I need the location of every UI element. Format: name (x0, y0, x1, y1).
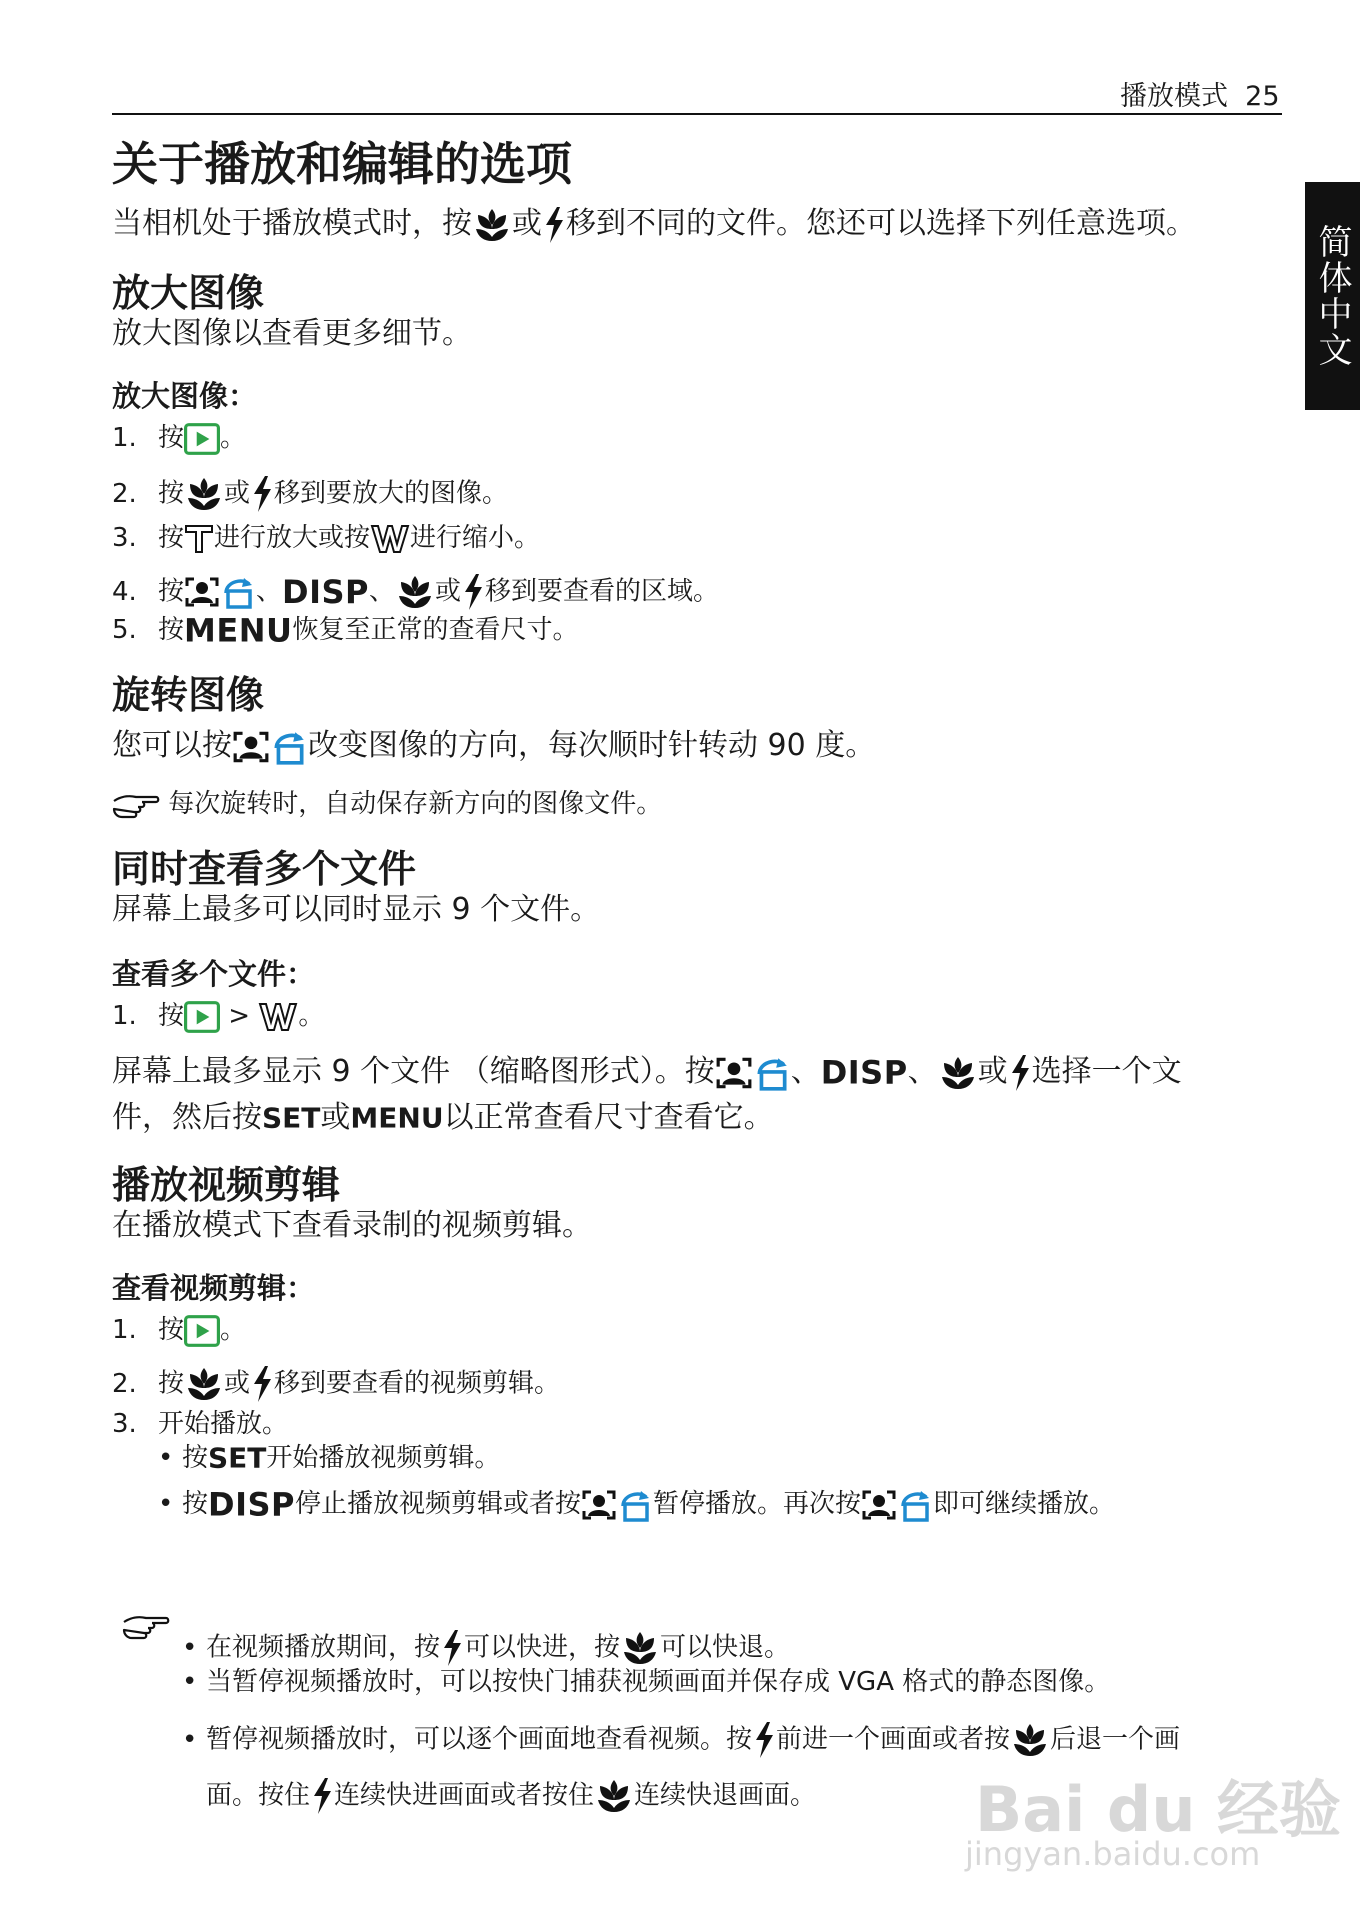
step-text: 按 (158, 615, 185, 645)
face-detect-icon (184, 576, 220, 608)
rotate-icon (617, 1488, 653, 1522)
bullet-text: 停止播放视频剪辑或者按 (294, 1489, 581, 1519)
step-text: 。 (220, 1315, 247, 1345)
flash-icon (250, 1364, 274, 1404)
step-text: 。 (220, 423, 247, 453)
step-text: 。 (298, 1001, 325, 1031)
step-text: 按 (158, 423, 185, 453)
set-key: SET (262, 1101, 321, 1135)
zoom-step-2 (112, 474, 508, 514)
tele-zoom-icon (184, 524, 214, 554)
menu-key: MENU (350, 1101, 444, 1135)
macro-icon (395, 572, 435, 612)
flash-icon (752, 1720, 776, 1760)
watermark-url: jingyan.baidu.com (965, 1835, 1261, 1873)
step-number: 1. (112, 1001, 137, 1031)
step-text: 或 (435, 576, 462, 607)
step-text: 恢复至正常的查看尺寸。 (292, 615, 579, 645)
bullet-text: 开始播放视频剪辑。 (266, 1443, 501, 1473)
note-text: 连续快进画面或者按住 (334, 1780, 595, 1811)
play-button-icon (184, 1001, 220, 1033)
multi-description: 屏幕上最多可以同时显示 9 个文件。 (112, 892, 601, 927)
note-text: 可以快退。 (660, 1632, 791, 1663)
intro-text-c: 移到不同的文件。您还可以选择下列任意选项。 (566, 206, 1196, 241)
zoom-description: 放大图像以查看更多细节。 (112, 316, 472, 351)
zoom-step-3 (112, 520, 540, 556)
wide-zoom-icon (370, 524, 410, 554)
bullet-dot: • (182, 1724, 198, 1755)
step-text: 移到要查看的区域。 (485, 576, 720, 607)
flash-icon (461, 572, 485, 612)
page-title: 关于播放和编辑的选项 (112, 137, 572, 191)
bullet-text: 暂停播放。再次按 (653, 1489, 862, 1519)
step-text: 按 (158, 478, 185, 509)
section-heading-video: 播放视频剪辑 (112, 1163, 341, 1207)
video-subheading: 查看视频剪辑： (112, 1271, 316, 1305)
rotate-note-text: 每次旋转时，自动保存新方向的图像文件。 (168, 789, 663, 819)
step-text: 移到要查看的视频剪辑。 (274, 1368, 561, 1399)
multi-text-g: 或 (320, 1100, 351, 1135)
face-detect-icon (581, 1489, 617, 1521)
note-3-continued (206, 1776, 816, 1816)
multi-text-h: 以正常查看尺寸查看它。 (443, 1100, 774, 1135)
step-text: 按 (158, 1001, 185, 1031)
zoom-step-5 (112, 612, 579, 649)
step-number: 3. (112, 1409, 137, 1439)
face-detect-icon (232, 730, 270, 764)
video-description: 在播放模式下查看录制的视频剪辑。 (112, 1208, 592, 1243)
set-key: SET (208, 1441, 267, 1475)
step-text: 或 (224, 478, 251, 509)
step-text: 按 (158, 523, 185, 553)
video-bullet-1 (158, 1440, 500, 1477)
multi-paragraph-line2 (112, 1098, 774, 1139)
note-text: 前进一个画面或者按 (776, 1724, 1011, 1755)
multi-text-b: 、 (790, 1054, 821, 1089)
macro-icon (184, 1364, 224, 1404)
step-number: 1. (112, 423, 137, 453)
video-bullet-2 (158, 1486, 1115, 1523)
multi-text-f: 件，然后按 (112, 1100, 262, 1135)
step-number: 3. (112, 523, 137, 553)
note-text: 可以快进，按 (464, 1632, 621, 1663)
multi-text-e: 选择一个文 (1031, 1054, 1182, 1089)
disp-key: DISP (208, 1485, 295, 1524)
rotate-icon (220, 575, 256, 609)
bullet-dot: • (158, 1489, 174, 1519)
face-detect-icon (861, 1489, 897, 1521)
step-text: 按 (158, 1315, 185, 1345)
note-text: 暂停视频播放时，可以逐个画面地查看视频。按 (206, 1724, 753, 1755)
rotate-text-a: 您可以按 (112, 728, 232, 763)
macro-icon (938, 1053, 978, 1093)
bullet-dot: • (158, 1443, 174, 1473)
step-number: 2. (112, 1368, 137, 1399)
video-step-2 (112, 1364, 560, 1404)
step-text: 、 (369, 576, 396, 607)
step-text: 开始播放。 (158, 1409, 289, 1439)
chapter-title: 播放模式 (1120, 81, 1228, 112)
note-1 (182, 1628, 790, 1668)
intro-paragraph (112, 204, 1196, 245)
disp-key: DISP (282, 573, 369, 611)
multi-text-c: 、 (907, 1054, 938, 1089)
macro-icon (594, 1776, 634, 1816)
intro-text-b: 或 (512, 206, 542, 241)
note-3 (182, 1720, 1180, 1760)
step-number: 2. (112, 478, 137, 509)
note-hand-icon (112, 791, 160, 819)
zoom-step-1 (112, 420, 246, 456)
step-text: 按 (158, 1368, 185, 1399)
step-text: 进行放大或按 (214, 523, 371, 553)
intro-text-a: 当相机处于播放模式时，按 (112, 206, 472, 241)
bullet-text: 即可继续播放。 (933, 1489, 1116, 1519)
disp-key: DISP (820, 1053, 908, 1092)
step-text: > (220, 1001, 259, 1031)
step-number: 4. (112, 576, 137, 607)
note-2 (182, 1664, 1110, 1700)
flash-icon (1008, 1053, 1032, 1093)
note-text: 后退一个画 (1050, 1724, 1181, 1755)
menu-key: MENU (184, 611, 293, 650)
multi-step-1 (112, 998, 324, 1034)
macro-icon (472, 205, 512, 245)
bullet-dot: • (182, 1632, 198, 1663)
play-button-icon (184, 423, 220, 455)
rotate-note (112, 786, 662, 822)
multi-text-a: 屏幕上最多显示 9 个文件 （缩略图形式）。按 (112, 1054, 715, 1089)
language-tab-label: 简体中文 (1312, 224, 1352, 368)
flash-icon (440, 1628, 464, 1668)
header-rule (112, 113, 1282, 115)
flash-icon (310, 1776, 334, 1816)
page-number: 25 (1245, 81, 1280, 112)
bullet-text: 按 (182, 1489, 209, 1519)
note-text: 面。按住 (206, 1780, 311, 1811)
video-step-1 (112, 1312, 246, 1348)
page-header (1120, 74, 1280, 113)
note-text: 连续快退画面。 (634, 1780, 817, 1811)
section-heading-multi: 同时查看多个文件 (112, 847, 417, 891)
rotate-text-b: 改变图像的方向，每次顺时针转动 90 度。 (308, 728, 876, 763)
macro-icon (620, 1628, 660, 1668)
note-hand-icon (122, 1612, 170, 1640)
wide-zoom-icon (258, 1002, 298, 1032)
rotate-icon (897, 1488, 933, 1522)
rotate-paragraph (112, 726, 875, 766)
multi-paragraph-line1 (112, 1052, 1182, 1093)
note-text: 在视频播放期间，按 (206, 1632, 441, 1663)
flash-icon (250, 474, 274, 514)
watermark-logo: Bai du 经验 (975, 1773, 1342, 1846)
macro-icon (184, 474, 224, 514)
language-tab (1305, 182, 1360, 410)
step-text: 按 (158, 576, 185, 607)
step-text: 、 (256, 576, 283, 607)
zoom-step-4 (112, 572, 719, 612)
step-text: 进行缩小。 (410, 523, 541, 553)
macro-icon (1010, 1720, 1050, 1760)
bullet-text: 按 (182, 1443, 209, 1473)
section-heading-rotate: 旋转图像 (112, 673, 265, 717)
rotate-icon (753, 1055, 791, 1091)
step-text: 或 (224, 1368, 251, 1399)
rotate-icon (270, 729, 308, 765)
zoom-subheading: 放大图像： (112, 379, 258, 413)
multi-text-d: 或 (977, 1054, 1008, 1089)
step-number: 5. (112, 615, 137, 645)
section-heading-zoom: 放大图像 (112, 271, 265, 315)
step-number: 1. (112, 1315, 137, 1345)
note-text: 当暂停视频播放时，可以按快门捕获视频画面并保存成 VGA 格式的静态图像。 (206, 1667, 1111, 1697)
flash-icon (542, 205, 566, 245)
step-text: 移到要放大的图像。 (274, 478, 509, 509)
multi-subheading: 查看多个文件： (112, 957, 316, 991)
play-button-icon (184, 1315, 220, 1347)
face-detect-icon (715, 1056, 753, 1090)
video-step-3 (112, 1406, 288, 1442)
bullet-dot: • (182, 1667, 198, 1697)
